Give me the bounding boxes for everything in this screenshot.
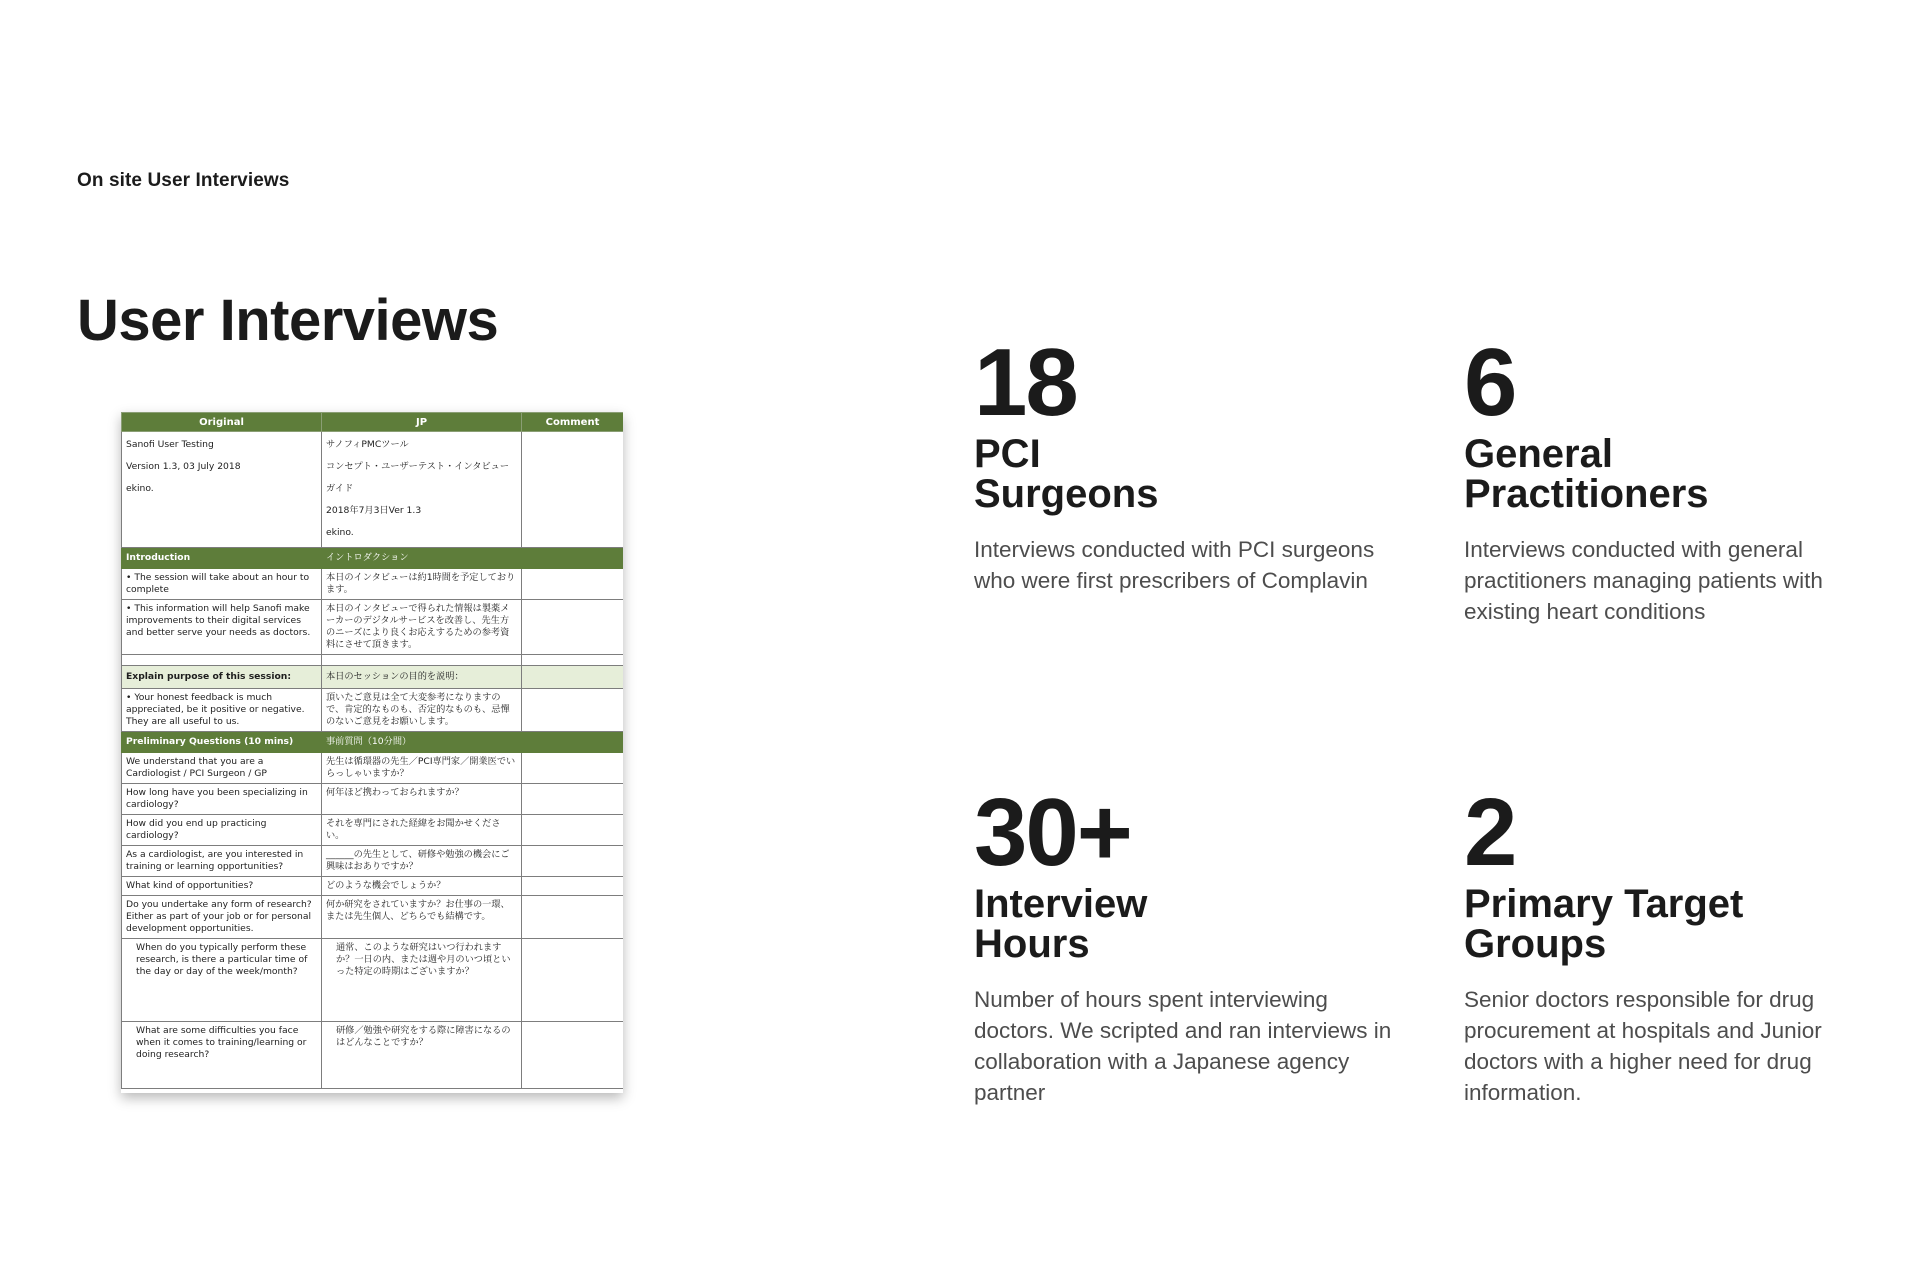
- cell-jp: ______の先生として、研修や勉強の機会にご興味はおありですか？: [322, 846, 522, 877]
- section-row-preliminary: [122, 732, 624, 753]
- cell-original: When do you typically perform these research, is there a particular time of the day or day of the week/month?: [122, 939, 322, 1022]
- stat-number: 6: [1464, 329, 1516, 436]
- cell-original: Sanofi User Testing Version 1.3, 03 July 2018 ekino.: [122, 432, 322, 548]
- table-row: [122, 1022, 624, 1089]
- column-header-comment: Comment: [522, 413, 624, 432]
- cell-jp: 事前質問（10分間）: [322, 732, 522, 753]
- stat-label-line: Surgeons: [974, 472, 1159, 516]
- section-row-purpose: [122, 666, 624, 689]
- cell-original: How long have you been specializing in cardiology?: [122, 784, 322, 815]
- cell-original: What kind of opportunities?: [122, 877, 322, 896]
- table-header-row: [122, 413, 624, 432]
- cell-jp: 頂いたご意見は全て大変参考になりますので、肯定的なものも、否定的なものも、忌憚のないご意見をお願いします。: [322, 689, 522, 732]
- cell-comment: [522, 569, 624, 600]
- cell-comment: [522, 846, 624, 877]
- stat-description: Number of hours spent interviewing doctors. We scripted and ran interviews in collaboration with a Japanese agency partner: [974, 987, 1392, 1105]
- cell-jp: 何か研究をされていますか？お仕事の一環、または先生個人、どちらでも結構です。: [322, 896, 522, 939]
- interview-guide-table: [121, 412, 623, 1089]
- cell-comment: [522, 1022, 624, 1089]
- table-row: [122, 846, 624, 877]
- stat-description: Interviews conducted with PCI surgeons who were first prescribers of Complavin: [974, 537, 1375, 593]
- column-header-jp: JP: [322, 413, 522, 432]
- interview-guide-document: [121, 412, 623, 1093]
- stat-label-line: Interview: [974, 882, 1148, 926]
- cell-jp: 先生は循環器の先生／PCI専門家／開業医でいらっしゃいますか？: [322, 753, 522, 784]
- stat-description: Senior doctors responsible for drug procurement at hospitals and Junior doctors with a higher need for drug information.: [1464, 987, 1822, 1105]
- cell-comment: [522, 815, 624, 846]
- cell-original: • Your honest feedback is much appreciated, be it positive or negative. They are all useful to us.: [122, 689, 322, 732]
- stat-label-line: Groups: [1464, 922, 1607, 966]
- cell-comment: [522, 896, 624, 939]
- cell-comment: [522, 939, 624, 1022]
- table-row-cover: [122, 432, 624, 548]
- table-row: [122, 815, 624, 846]
- cell-comment: [522, 753, 624, 784]
- cell-original: As a cardiologist, are you interested in training or learning opportunities?: [122, 846, 322, 877]
- cell-original: Preliminary Questions (10 mins): [122, 732, 322, 753]
- stat-label-line: PCI: [974, 432, 1041, 476]
- stat-interview-hours: [974, 779, 1394, 1108]
- table-row: [122, 753, 624, 784]
- cell-jp: それを専門にされた経緯をお聞かせください。: [322, 815, 522, 846]
- eyebrow-label: On site User Interviews: [77, 170, 290, 191]
- column-header-original: Original: [122, 413, 322, 432]
- spacer-row: [122, 655, 624, 666]
- stat-description: Interviews conducted with general practitioners managing patients with existing heart conditions: [1464, 537, 1823, 624]
- table-row: [122, 784, 624, 815]
- table-row: [122, 939, 624, 1022]
- stat-pci-surgeons: [974, 329, 1394, 596]
- cell-jp: サノフィPMCツール コンセプト・ユーザーテスト・インタビューガイド 2018年7月3日Ver 1.3 ekino.: [322, 432, 522, 548]
- cell-jp: 本日のインタビューで得られた情報は製薬メーカーのデジタルサービスを改善し、先生方のニーズにより良くお応えするための参考資料にさせて頂きます。: [322, 600, 522, 655]
- cell-comment: [522, 548, 624, 569]
- stat-number: 18: [974, 329, 1077, 436]
- stat-general-practitioners: [1464, 329, 1884, 627]
- cell-jp: どのような機会でしょうか？: [322, 877, 522, 896]
- cell-original: Introduction: [122, 548, 322, 569]
- stat-label: [974, 434, 1394, 514]
- stat-label-line: Primary Target: [1464, 882, 1744, 926]
- cell-comment: [522, 784, 624, 815]
- cell-original: • The session will take about an hour to complete: [122, 569, 322, 600]
- cell-jp: 本日のインタビューは約1時間を予定しております。: [322, 569, 522, 600]
- cell-jp: 本日のセッションの目的を説明：: [322, 666, 522, 689]
- cell-jp: 研修／勉強や研究をする際に障害になるのはどんなことですか？: [322, 1022, 522, 1089]
- cell-original: Do you undertake any form of research? Either as part of your job or for personal development opportunities.: [122, 896, 322, 939]
- cell-comment: [522, 432, 624, 548]
- table-row: [122, 600, 624, 655]
- cell-jp: 通常、このような研究はいつ行われますか？一日の内、または週や月のいつ頃といった特定の時期はございますか？: [322, 939, 522, 1022]
- stat-label-line: Hours: [974, 922, 1090, 966]
- table-row: [122, 896, 624, 939]
- cell-comment: [522, 877, 624, 896]
- cell-comment: [522, 689, 624, 732]
- cell-comment: [522, 666, 624, 689]
- stat-label: [1464, 884, 1884, 964]
- stat-label-line: General: [1464, 432, 1613, 476]
- table-row: [122, 569, 624, 600]
- stat-label-line: Practitioners: [1464, 472, 1709, 516]
- cell-comment: [522, 600, 624, 655]
- stat-number: 30+: [974, 779, 1131, 886]
- cell-comment: [522, 732, 624, 753]
- stat-label: [974, 884, 1394, 964]
- cell-original: How did you end up practicing cardiology?: [122, 815, 322, 846]
- cell-jp: イントロダクション: [322, 548, 522, 569]
- cell-original: Explain purpose of this session:: [122, 666, 322, 689]
- cell-jp: 何年ほど携わっておられますか？: [322, 784, 522, 815]
- stat-label: [1464, 434, 1884, 514]
- page-title: User Interviews: [77, 288, 499, 353]
- table-row: [122, 689, 624, 732]
- stat-primary-target-groups: [1464, 779, 1884, 1108]
- cell-original: • This information will help Sanofi make improvements to their digital services and better serve your needs as doctors.: [122, 600, 322, 655]
- section-row-introduction: [122, 548, 624, 569]
- cell-original: What are some difficulties you face when it comes to training/learning or doing research?: [122, 1022, 322, 1089]
- cell-original: We understand that you are a Cardiologist / PCI Surgeon / GP: [122, 753, 322, 784]
- stat-number: 2: [1464, 779, 1516, 886]
- table-row: [122, 877, 624, 896]
